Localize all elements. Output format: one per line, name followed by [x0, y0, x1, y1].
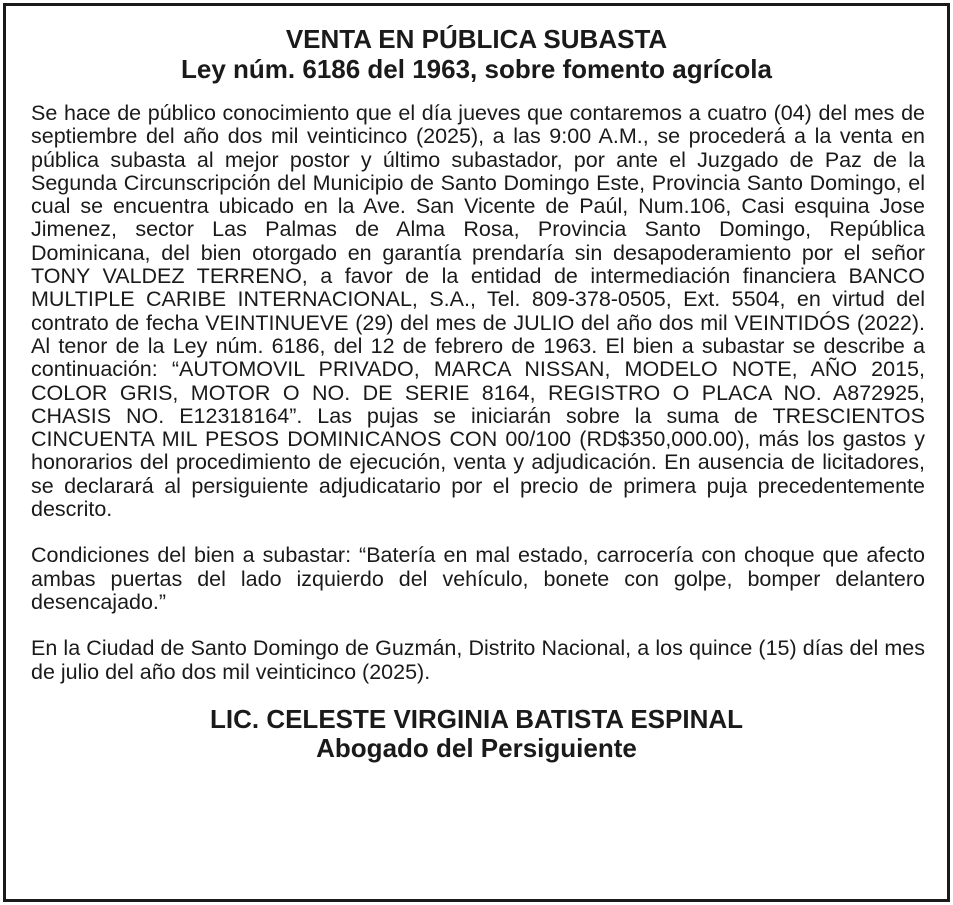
- notice-subtitle: Ley núm. 6186 del 1963, sobre fomento agrícola: [181, 54, 772, 84]
- notice-paragraph-main: Se hace de público conocimiento que el día jueves que contaremos a cuatro (04) del mes de septiembre del año dos mil veinticinco (2025), a las 9:00 A.M., se procederá a la venta en pública subasta al mejor postor y último subastador, por ante el Juzgado de Paz de la Segunda Circunscripción del Municipio de Santo Domingo Este, Provincia Santo Domingo, el cual se encuentra ubicado en la Ave. San Vicente de Paúl, Num.106, Casi esquina Jose Jimenez, sector Las Palmas de Alma Rosa, Provincia Santo Domingo, República Dominicana, del bien otorgado en garantía prendaría sin desapoderamiento por el señor TONY VALDEZ TERRENO, a favor de la entidad de intermediación financiera BANCO MULTIPLE CARIBE INTERNACIONAL, S.A., Tel. 809-378-0505, Ext. 5504, en virtud del contrato de fecha VEINTINUEVE (29) del mes de JULIO del año dos mil VEINTIDÓS (2022). Al tenor de la Ley núm. 6186, del 12 de febrero de 1963. El bien a subastar se describe a continuación: “AUTOMOVIL PRIVADO, MARCA NISSAN, MODELO NOTE, AÑO 2015, COLOR GRIS, MOTOR O NO. DE SERIE 8164, REGISTRO O PLACA NO. A872925, CHASIS NO. E12318164”. Las pujas se iniciarán sobre la suma de TRESCIENTOS CINCUENTA MIL PESOS DOMINICANOS CON 00/100 (RD$350,000.00), más los gastos y honorarios del procedimiento de ejecución, venta y adjudicación. En ausencia de licitadores, se declarará al persiguiente adjudicatario por el precio de primera puja precedentemente descrito.: [31, 101, 925, 522]
- signer-name: LIC. CELESTE VIRGINIA BATISTA ESPINAL: [209, 703, 744, 734]
- notice-paragraph-conditions: Condiciones del bien a subastar: “Batería en mal estado, carrocería con choque que afecto ambas puertas del lado izquierdo del vehículo, bonete con golpe, bomper delantero desencajado.”: [31, 543, 925, 614]
- notice-title: VENTA EN PÚBLICA SUBASTA: [285, 24, 668, 54]
- notice-paragraph-date: En la Ciudad de Santo Domingo de Guzmán, Distrito Nacional, a los quince (15) días del mes de julio del año dos mil veinticinco (2025).: [31, 636, 925, 684]
- signer-role: Abogado del Persiguiente: [316, 732, 637, 763]
- legal-notice: [3, 3, 950, 902]
